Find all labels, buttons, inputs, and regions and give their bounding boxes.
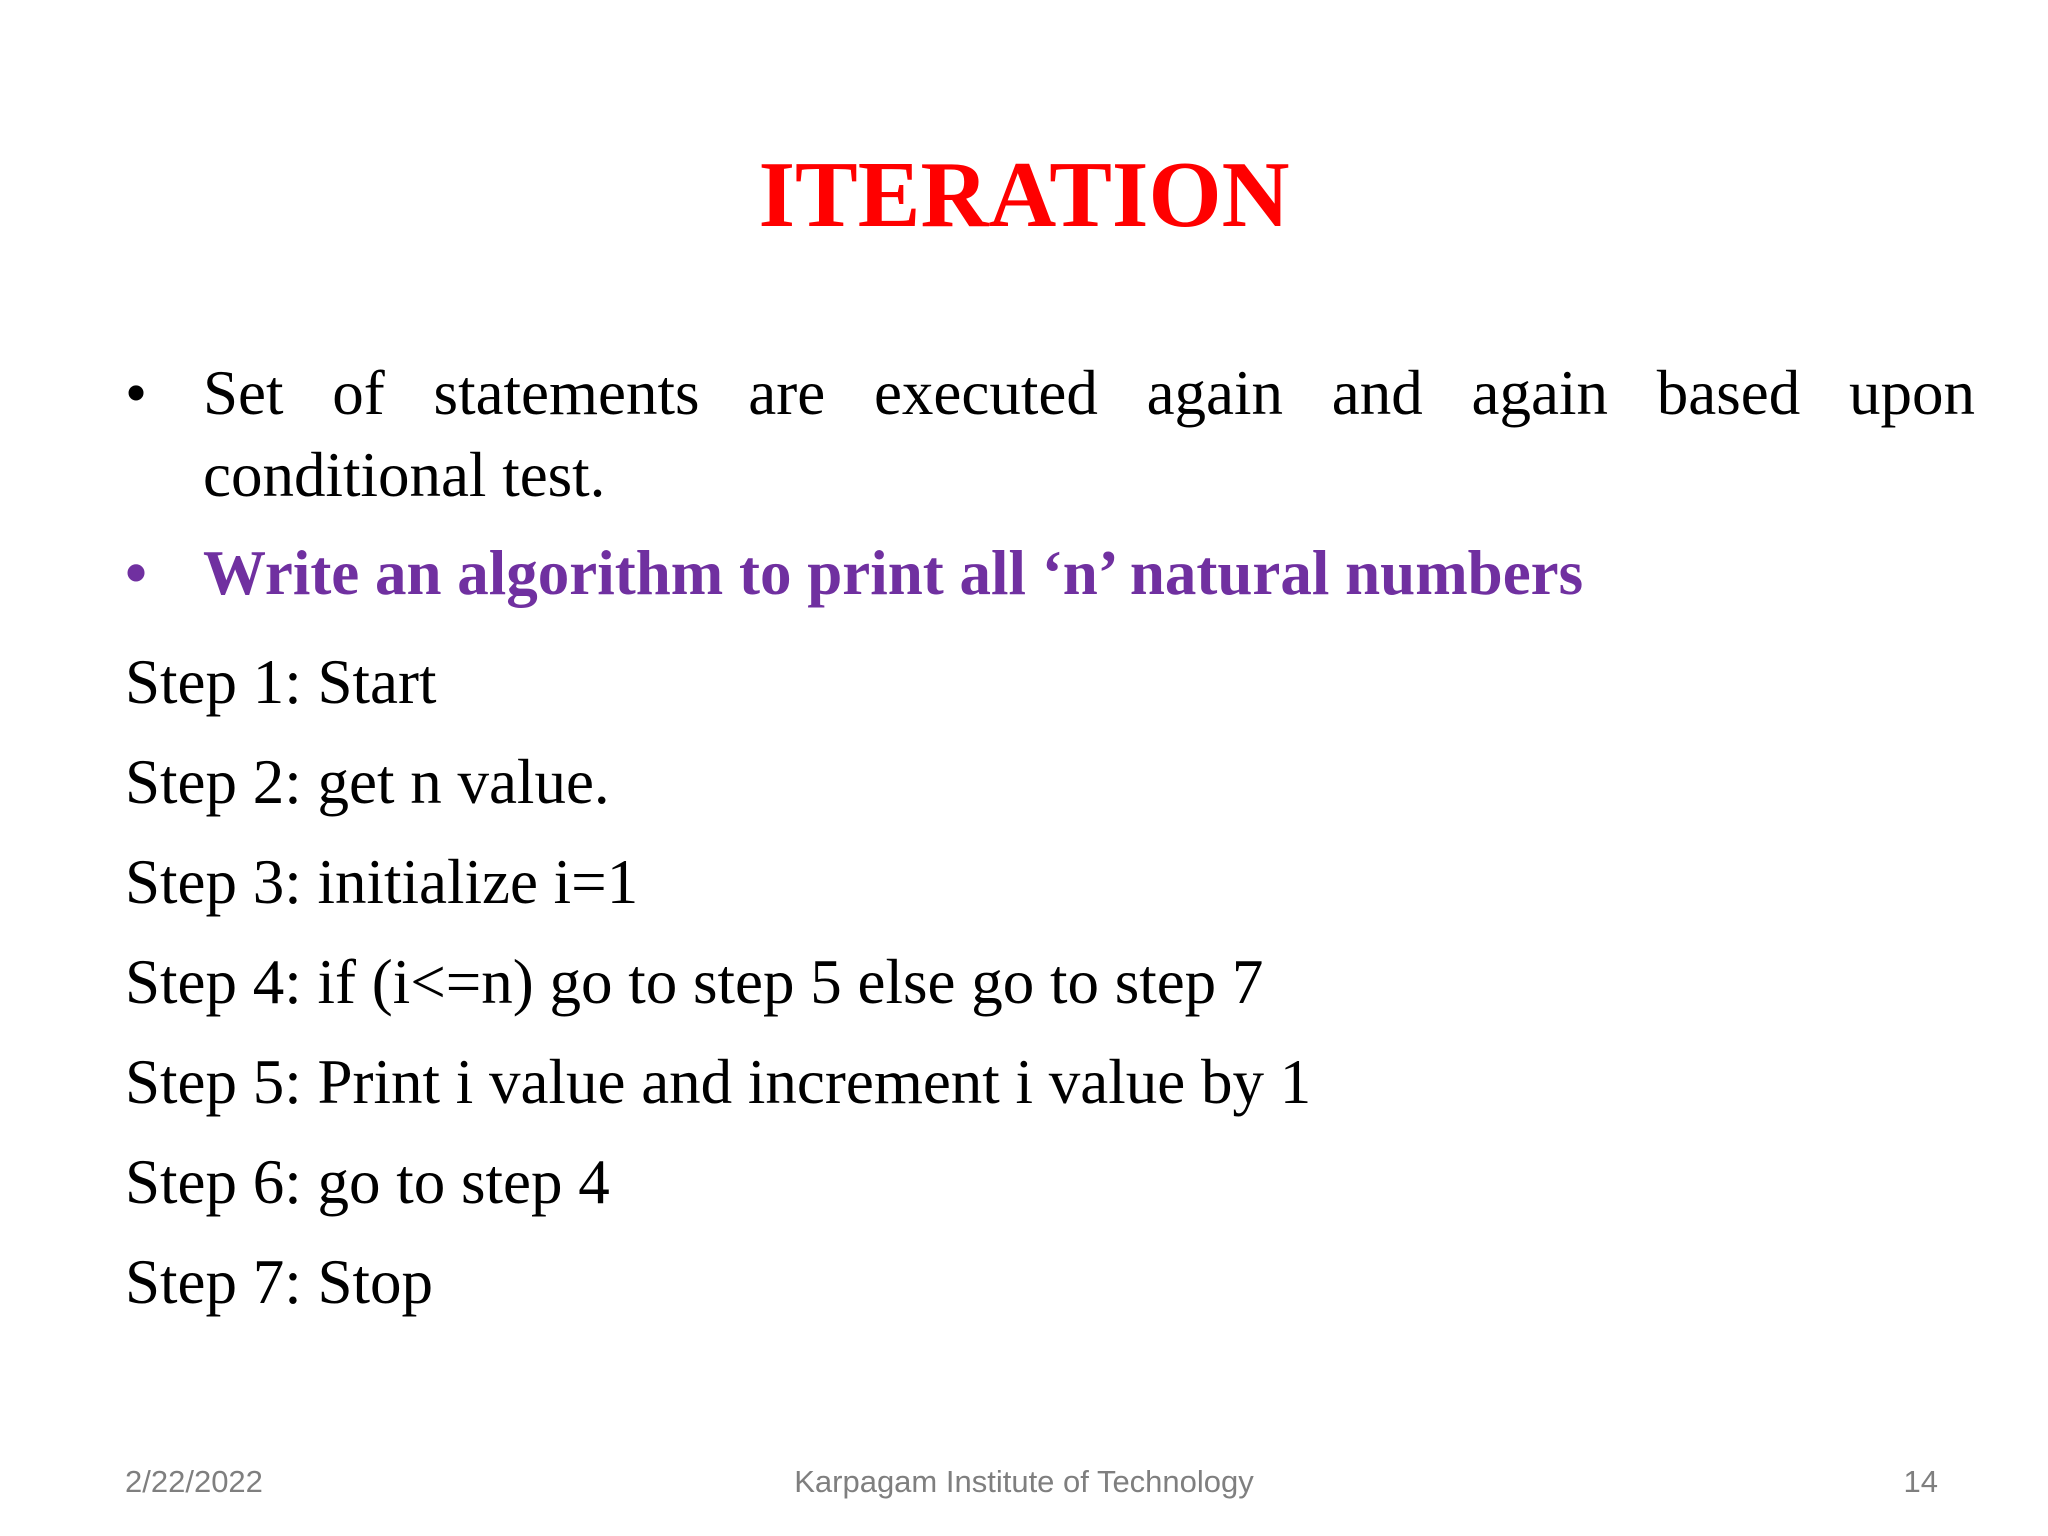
bullet-marker: •	[125, 358, 148, 428]
bullet-marker: •	[125, 538, 148, 608]
bullet-item-task	[125, 532, 1975, 622]
step-4: Step 4: if (i<=n) go to step 5 else go to step 7	[125, 947, 1264, 1017]
bullet-text: Set of statements are executed again and again based upon conditional test.	[203, 358, 1975, 510]
step-1: Step 1: Start	[125, 647, 437, 717]
step-6: Step 6: go to step 4	[125, 1147, 610, 1217]
footer-date: 2/22/2022	[125, 1464, 263, 1499]
step-7: Step 7: Stop	[125, 1247, 434, 1317]
algorithm-steps	[125, 632, 1975, 1332]
step-2: Step 2: get n value.	[125, 747, 610, 817]
step-5: Step 5: Print i value and increment i value by 1	[125, 1047, 1312, 1117]
bullet-text: Write an algorithm to print all ‘n’ natural numbers	[203, 538, 1584, 608]
bullet-item-description	[125, 352, 1975, 522]
step-3: Step 3: initialize i=1	[125, 847, 639, 917]
footer-page-number: 14	[1903, 1464, 1938, 1499]
slide-title: ITERATION	[758, 143, 1290, 247]
footer-institution: Karpagam Institute of Technology	[794, 1464, 1254, 1499]
